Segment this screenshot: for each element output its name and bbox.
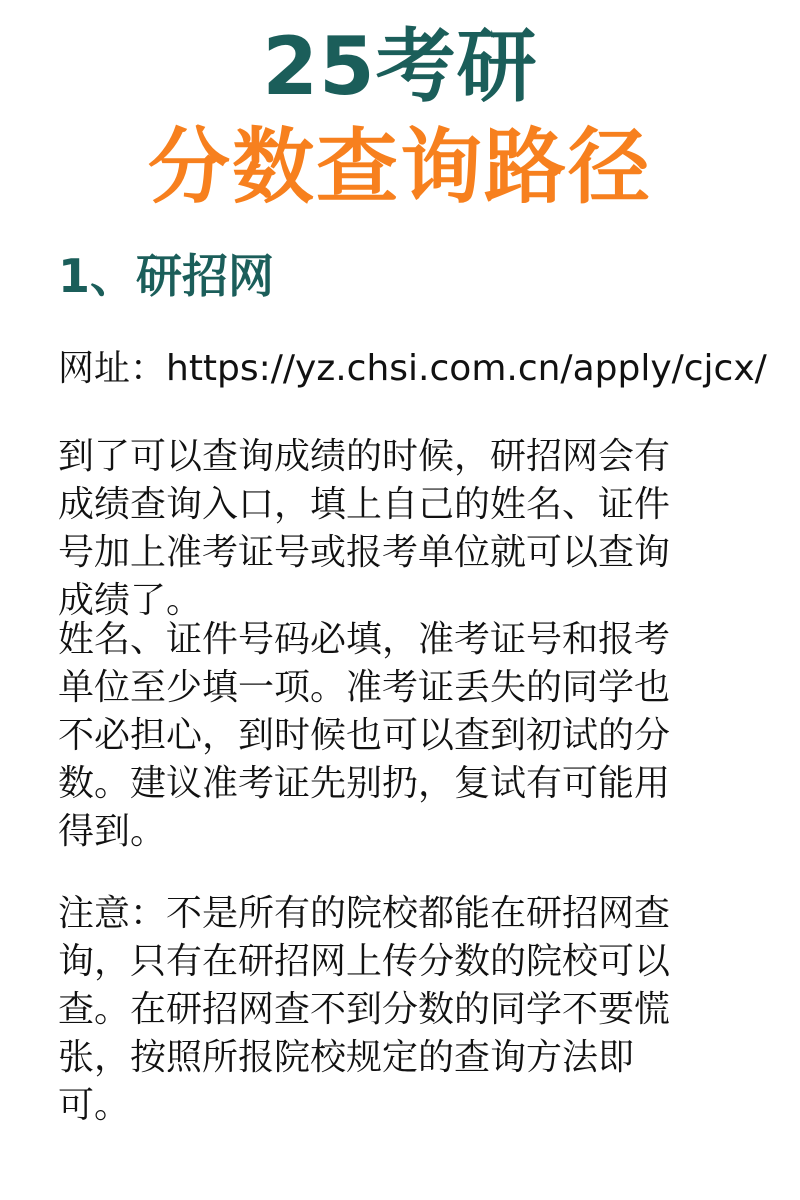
note-line: 张，按照所报院校规定的查询方法即	[58, 1037, 635, 1078]
note-line: 可。	[58, 1085, 131, 1126]
paragraph-line: 姓名、证件号码必填，准考证号和报考	[58, 619, 671, 660]
paragraph-line: 单位至少填一项。准考证丢失的同学也	[58, 667, 671, 708]
note-line: 查。在研招网查不到分数的同学不要慌	[58, 989, 671, 1030]
paragraph-instructions	[58, 433, 758, 625]
url-line	[58, 345, 767, 393]
note-line: 询，只有在研招网上传分数的院校可以	[58, 941, 671, 982]
page-title: 25考研	[262, 20, 538, 113]
paragraph-line: 成绩查询入口，填上自己的姓名、证件	[58, 484, 671, 525]
paragraph-line: 号加上准考证号或报考单位就可以查询	[58, 532, 671, 573]
paragraph-line: 不必担心，到时候也可以查到初试的分	[58, 715, 671, 756]
url-text: 网址：https://yz.chsi.com.cn/apply/cjcx/	[58, 348, 767, 389]
paragraph-line: 得到。	[58, 811, 167, 852]
section-heading: 1、研招网	[58, 249, 275, 303]
paragraph-line: 数。建议准考证先别扔，复试有可能用	[58, 763, 671, 804]
paragraph-line: 成绩了。	[58, 580, 203, 621]
note-line: 注意：不是所有的院校都能在研招网查	[58, 893, 671, 934]
page-subtitle: 分数查询路径	[147, 120, 652, 215]
note-paragraph	[58, 890, 758, 1130]
paragraph-requirements	[58, 616, 758, 856]
paragraph-line: 到了可以查询成绩的时候，研招网会有	[58, 436, 671, 477]
